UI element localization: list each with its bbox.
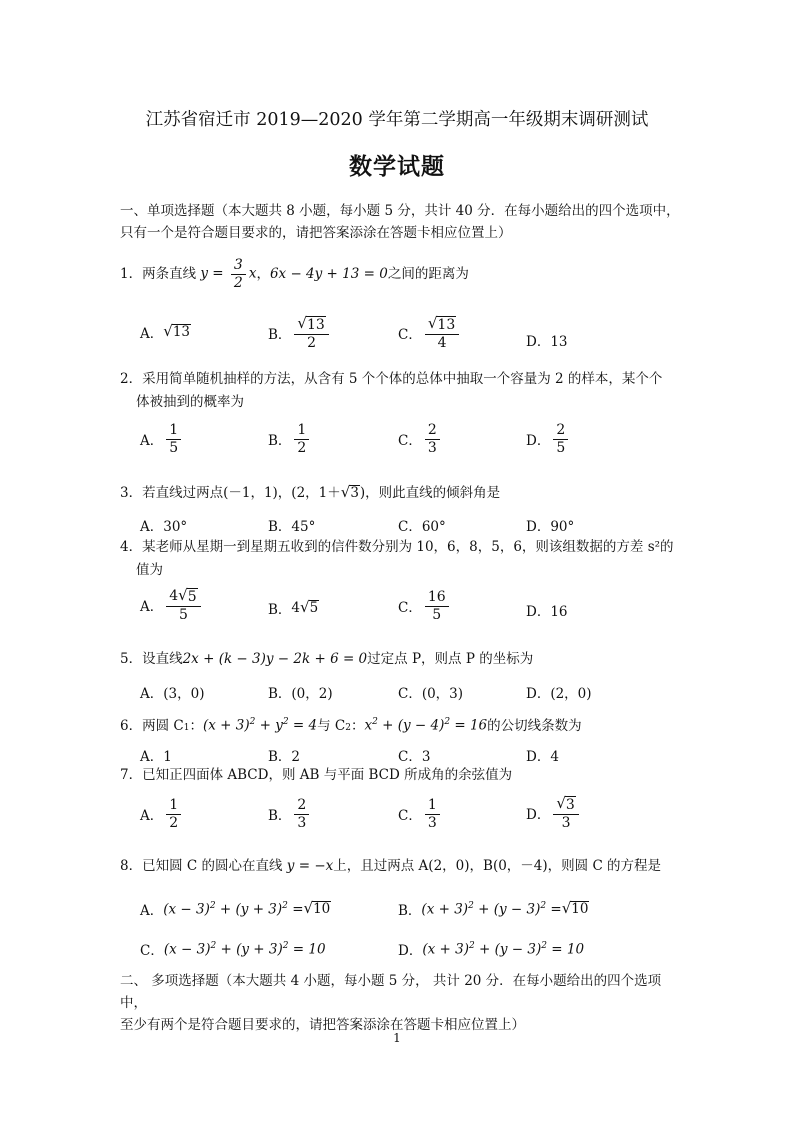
q2-line2: 体被抽到的概率为 bbox=[136, 394, 244, 410]
question-6: 6．两圆 C 1 ： $(x + 3)^2 + y^2 = 4$ 与 C 2 ： $x^2 + (y - 4)^2 = 16$ 的公切线条数为 bbox=[120, 711, 582, 739]
q8-option-b: B． $(x + 3)^2 + (y - 3)^2$ = √ 10 bbox=[398, 898, 589, 919]
q8-option-c: C． $(x - 3)^2 + (y + 3)^2 = 10$ bbox=[140, 940, 326, 959]
q6-option-b: B．2 bbox=[268, 749, 301, 765]
q1-line2-expr: 6x − 4y + 13 = 0 bbox=[269, 266, 388, 283]
q5-option-c: C．(0，3) bbox=[398, 686, 464, 702]
q7-option-b: B． $\frac{2}{3}$ bbox=[268, 798, 312, 830]
q6-option-c: C．3 bbox=[398, 749, 431, 765]
section1-intro-line1: 一、单项选择题（本大题共 8 小题，每小题 5 分，共计 40 分．在每小题给出的四个选项中， bbox=[120, 203, 680, 219]
q4-option-c: C． $\frac{16}{5}$ bbox=[398, 590, 452, 622]
q7-option-c: C． $\frac{1}{3}$ bbox=[398, 798, 443, 830]
q2-option-d: D． $\frac{2}{5}$ bbox=[526, 423, 571, 455]
q8-line-expr: y = −x bbox=[282, 858, 334, 874]
section2-intro bbox=[120, 970, 680, 1036]
question-8: 8．已知圆 C 的圆心在直线 y = −x 上，且过两点 A(2，0)，B(0，－4)，则圆 C 的方程是 bbox=[120, 855, 661, 877]
q3-option-d: D．90° bbox=[526, 519, 575, 535]
q4-option-b: B． 4 √ 5 bbox=[268, 597, 319, 618]
q7-option-a: A． $\frac{1}{2}$ bbox=[140, 798, 184, 830]
q1-option-b: B． √ 13 2 bbox=[268, 316, 332, 351]
q7-option-d: D． √ 3 3 bbox=[526, 796, 582, 831]
q8-option-a: A． $(x - 3)^2 + (y + 3)^2$ = √ 10 bbox=[140, 898, 331, 919]
q3-option-b: B．45° bbox=[268, 519, 316, 535]
q1-text-b: 之间的距离为 bbox=[387, 266, 469, 283]
section2-intro-line2: 至少有两个是符合题目要求的，请把答案添涂在答题卡相应位置上） bbox=[120, 1017, 525, 1033]
q1-text-a: 两条直线 bbox=[142, 266, 197, 283]
section1-intro-line2: 只有一个是符合题目要求的，请把答案添涂在答题卡相应位置上） bbox=[120, 225, 512, 241]
page-title: 江苏省宿迁市 2019—2020 学年第二学期高一年级期末调研测试 bbox=[145, 110, 649, 130]
question-5: 5．设直线 2x + (k − 3)y − 2k + 6 = 0 过定点 P，则点 P 的坐标为 bbox=[120, 648, 533, 670]
q1-line1-expr: y = $\frac{3}{2}$ x bbox=[196, 257, 257, 291]
q2-line1: 2．采用简单随机抽样的方法，从含有 5 个个体的总体中抽取一个容量为 2 的样本，某个个 bbox=[120, 371, 663, 387]
q6-option-a: A．1 bbox=[140, 749, 172, 765]
q4-line1: 4．某老师从星期一到星期五收到的信件数分别为 10，6，8，5，6，则该组数据的方差 s²的 bbox=[120, 539, 674, 555]
question-1: 1． 两条直线 y = $\frac{3}{2}$ x ， 6x − 4y + 13 = 0 之间的距离为 bbox=[120, 257, 469, 291]
q1-number: 1． bbox=[120, 266, 143, 283]
q6-circle1-expr: $(x + 3)^2 + y^2 = 4$ bbox=[202, 717, 318, 734]
page-subtitle: 数学试题 bbox=[349, 153, 445, 180]
q2-option-c: C． $\frac{2}{3}$ bbox=[398, 423, 443, 455]
q1-option-c: C． √ 13 4 bbox=[398, 316, 462, 351]
q5-option-d: D．(2，0) bbox=[526, 686, 592, 702]
page-number: 1 bbox=[393, 1031, 401, 1045]
q4-line2: 值为 bbox=[136, 562, 163, 578]
q5-line-expr: 2x + (k − 3)y − 2k + 6 = 0 bbox=[182, 651, 368, 667]
q5-option-a: A．(3，0) bbox=[140, 686, 205, 702]
q2-option-b: B． $\frac{1}{2}$ bbox=[268, 423, 312, 455]
q4-option-a: A． 4 √ 5 5 bbox=[140, 588, 204, 623]
q5-option-b: B．(0，2) bbox=[268, 686, 333, 702]
question-3: 3．若直线过两点(－1，1)，(2，1＋ √ 3 )，则此直线的倾斜角是 bbox=[120, 482, 501, 501]
q2-option-a: A． $\frac{1}{5}$ bbox=[140, 423, 184, 455]
question-7: 7．已知正四面体 ABCD，则 AB 与平面 BCD 所成角的余弦值为 bbox=[120, 767, 513, 783]
q3-option-a: A．30° bbox=[140, 519, 188, 535]
q3-option-c: C．60° bbox=[398, 519, 446, 535]
section2-intro-line1: 二、 多项选择题（本大题共 4 小题，每小题 5 分， 共计 20 分．在每小题给出的四个选项中， bbox=[120, 973, 662, 1011]
q1-option-a: A． √ 13 bbox=[140, 321, 190, 342]
section1-intro bbox=[120, 200, 680, 244]
q4-option-d: D．16 bbox=[526, 604, 568, 620]
q6-option-d: D．4 bbox=[526, 749, 559, 765]
q6-circle2-expr: $x^2 + (y - 4)^2 = 16$ bbox=[364, 717, 488, 734]
q1-option-d: D．13 bbox=[526, 334, 568, 350]
q8-option-d: D． $(x + 3)^2 + (y - 3)^2 = 10$ bbox=[398, 940, 585, 959]
